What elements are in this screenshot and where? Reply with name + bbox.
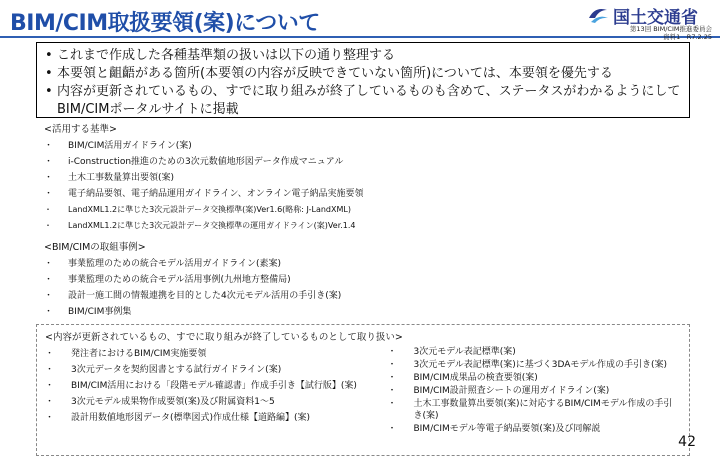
standards-section	[44, 122, 363, 234]
updated-section	[36, 324, 690, 456]
summary-item-continuation: BIM/CIMポータルサイトに掲載	[57, 102, 239, 117]
list-item: ・ 土木工事数量算出要領(案)	[44, 170, 363, 186]
list-item: ・ BIM/CIM活用における「段階モデル確認書」作成手引き【試行版】(案)	[45, 378, 387, 394]
document-meta	[630, 26, 712, 41]
material-label: 資料1 R7.2.25	[663, 32, 712, 41]
cases-heading: <BIM/CIMの取組事例>	[44, 242, 146, 253]
list-item: ・ BIM/CIMモデル等電子納品要領(案)及び同解説	[387, 423, 681, 435]
standards-heading: <活用する基準>	[44, 124, 117, 135]
list-item: ・ BIM/CIM活用ガイドライン(案)	[44, 138, 363, 154]
updated-list-right	[387, 346, 681, 436]
ministry-logo	[587, 4, 698, 26]
mlit-logo-icon	[587, 4, 609, 26]
list-item: ・ 3次元モデル表記標準(案)に基づく3DAモデル作成の手引き(案)	[387, 359, 681, 371]
list-item: ・ i-Construction推進のための3次元数値地形図データ作成マニュアル	[44, 154, 363, 170]
list-item: ・ 設計用数値地形図データ(標準図式)作成仕様【道路編】(案)	[45, 410, 387, 426]
committee-label: 第13回 BIM/CIM推進委員会	[629, 25, 712, 33]
list-item: ・ BIM/CIM設計照査シートの運用ガイドライン(案)	[387, 385, 681, 397]
cases-section	[44, 240, 341, 320]
list-item: ・ 電子納品要領、電子納品運用ガイドライン、オンライン電子納品実施要領	[44, 186, 363, 202]
list-item: ・ LandXML1.2に準じた3次元設計データ交換標準(案)Ver1.6(略称: J-LandXML)	[44, 202, 363, 218]
title-divider	[0, 36, 720, 38]
list-item: ・ 事業監理のための統合モデル活用ガイドライン(素案)	[44, 256, 341, 272]
updated-heading: <内容が更新されているもの、すでに取り組みが終了しているものとして取り扱い>	[45, 332, 403, 343]
list-item: ・ BIM/CIM成果品の検査要領(案)	[387, 372, 681, 384]
updated-list-left	[45, 346, 387, 436]
list-item: ・ LandXML1.2に準じた3次元設計データ交換標準の運用ガイドライン(案)Ver.1.4	[44, 218, 363, 234]
list-item: ・ 事業監理のための統合モデル活用事例(九州地方整備局)	[44, 272, 341, 288]
list-item: ・ BIM/CIM事例集	[44, 304, 341, 320]
list-item: ・ 3次元データを契約図書とする試行ガイドライン(案)	[45, 362, 387, 378]
summary-box	[36, 42, 690, 118]
summary-item: • これまで作成した各種基準類の扱いは以下の通り整理する	[45, 47, 681, 65]
list-item: ・ 3次元モデル表記標準(案)	[387, 346, 681, 358]
list-item: ・ 設計一施工間の情報連携を目的とした4次元モデル活用の手引き(案)	[44, 288, 341, 304]
page-number: 42	[678, 434, 696, 450]
ministry-name: 国土交通省	[613, 7, 698, 28]
summary-item: • 本要領と齟齬がある箇所(本要領の内容が反映できていない箇所)については、本要領を優先する	[45, 65, 681, 83]
list-item: ・ 土木工事数量算出要領(案)に対応するBIM/CIMモデル作成の手引き(案)	[387, 398, 681, 422]
summary-item-line: 内容が更新されているもの、すでに取り組みが終了しているものも含めて、ステータスがわかるようにして	[57, 84, 681, 99]
page-title: BIM/CIM取扱要領(案)について	[10, 11, 320, 36]
list-item: ・ 発注者におけるBIM/CIM実施要領	[45, 346, 387, 362]
summary-item	[45, 83, 681, 119]
list-item: ・ 3次元モデル成果物作成要領(案)及び附属資料1～5	[45, 394, 387, 410]
